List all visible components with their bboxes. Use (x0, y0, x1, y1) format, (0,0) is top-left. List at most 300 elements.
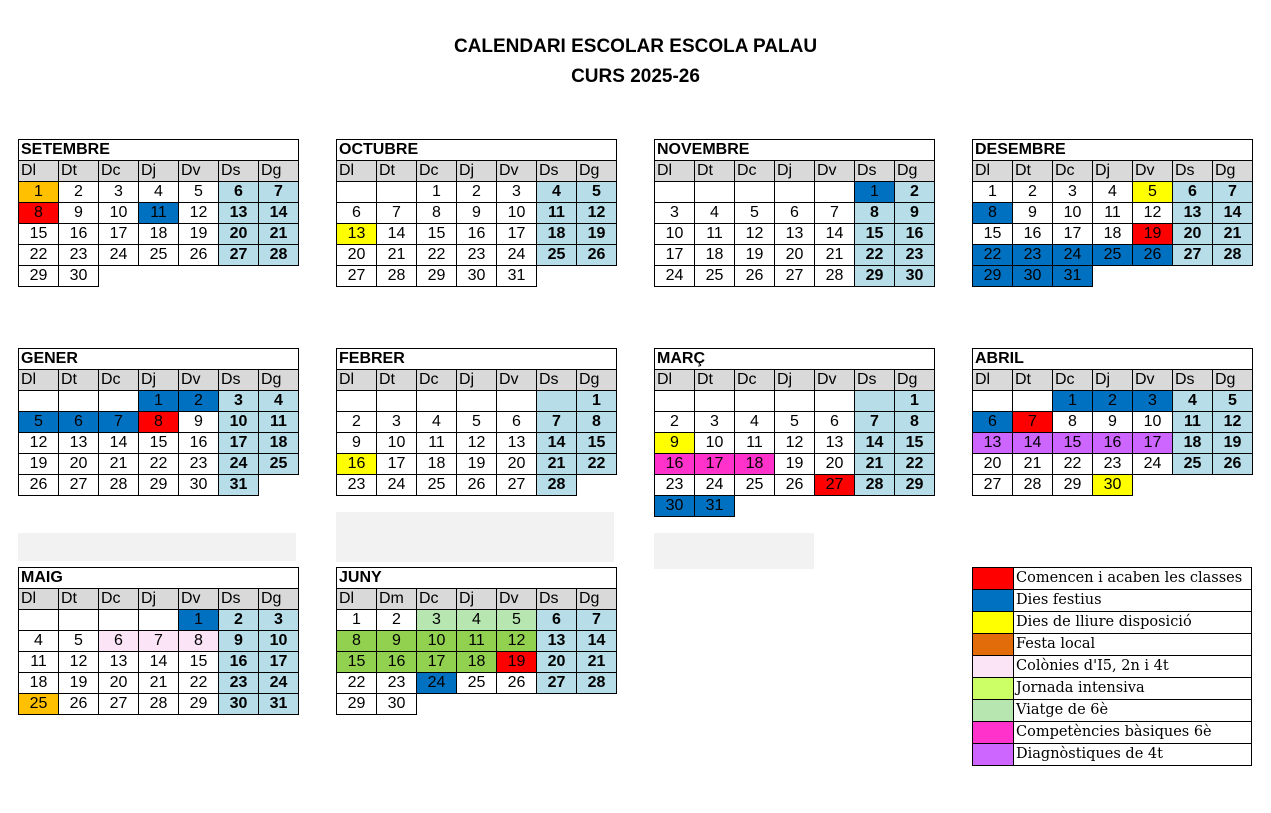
day-cell: 2 (179, 391, 219, 412)
empty-cell (1133, 266, 1173, 287)
day-cell: 12 (457, 433, 497, 454)
empty-cell (895, 496, 935, 517)
weekday-header: Dt (59, 161, 99, 182)
day-cell: 13 (219, 203, 259, 224)
day-cell: 23 (59, 245, 99, 266)
month-name: DESEMBRE (973, 140, 1253, 161)
weekday-header: Dg (577, 589, 617, 610)
day-cell: 6 (775, 203, 815, 224)
day-cell: 10 (99, 203, 139, 224)
day-cell: 25 (1093, 245, 1133, 266)
day-cell: 4 (695, 203, 735, 224)
empty-cell (1173, 266, 1213, 287)
weekday-header: Dc (99, 370, 139, 391)
day-cell: 10 (219, 412, 259, 433)
day-cell: 11 (259, 412, 299, 433)
month-juny (336, 567, 617, 715)
day-cell: 6 (99, 631, 139, 652)
weekday-header: Dc (417, 161, 457, 182)
weekday-header: Dv (179, 589, 219, 610)
day-cell: 14 (815, 224, 855, 245)
day-cell: 20 (219, 224, 259, 245)
day-cell: 14 (577, 631, 617, 652)
empty-cell (577, 475, 617, 496)
month-name: OCTUBRE (337, 140, 617, 161)
blank-day-cell (973, 391, 1013, 412)
day-cell: 11 (417, 433, 457, 454)
day-cell: 21 (1013, 454, 1053, 475)
day-cell: 23 (1013, 245, 1053, 266)
day-cell: 24 (219, 454, 259, 475)
day-cell: 25 (417, 475, 457, 496)
weekday-header: Dt (59, 370, 99, 391)
day-cell: 28 (1213, 245, 1253, 266)
day-cell: 5 (19, 412, 59, 433)
day-cell: 10 (1053, 203, 1093, 224)
day-cell: 18 (259, 433, 299, 454)
day-cell: 17 (497, 224, 537, 245)
day-cell: 9 (179, 412, 219, 433)
weekday-header: Ds (1173, 161, 1213, 182)
day-cell: 24 (417, 673, 457, 694)
day-cell: 4 (1093, 182, 1133, 203)
weekday-header: Dg (259, 370, 299, 391)
weekday-header: Dc (99, 161, 139, 182)
empty-cell (1213, 266, 1253, 287)
day-cell: 23 (1093, 454, 1133, 475)
day-cell: 28 (1013, 475, 1053, 496)
day-cell: 20 (497, 454, 537, 475)
day-cell: 10 (1133, 412, 1173, 433)
empty-cell (99, 266, 139, 287)
day-cell: 5 (577, 182, 617, 203)
legend-item (973, 700, 1252, 722)
blank-day-cell (337, 391, 377, 412)
day-cell: 2 (457, 182, 497, 203)
day-cell: 24 (259, 673, 299, 694)
weekday-header: Dl (19, 589, 59, 610)
day-cell: 19 (19, 454, 59, 475)
blank-day-cell (99, 391, 139, 412)
day-cell: 12 (1213, 412, 1253, 433)
empty-cell (775, 496, 815, 517)
day-cell: 27 (219, 245, 259, 266)
day-cell: 5 (179, 182, 219, 203)
day-cell: 25 (537, 245, 577, 266)
day-cell: 19 (457, 454, 497, 475)
day-cell: 18 (1173, 433, 1213, 454)
day-cell: 1 (973, 182, 1013, 203)
legend-item (973, 656, 1252, 678)
day-cell: 3 (1053, 182, 1093, 203)
day-cell: 27 (775, 266, 815, 287)
day-cell: 15 (179, 652, 219, 673)
day-cell: 15 (895, 433, 935, 454)
day-cell: 31 (497, 266, 537, 287)
day-cell: 10 (655, 224, 695, 245)
day-cell: 30 (1093, 475, 1133, 496)
day-cell: 2 (59, 182, 99, 203)
day-cell: 16 (337, 454, 377, 475)
day-cell: 8 (139, 412, 179, 433)
day-cell: 21 (139, 673, 179, 694)
day-cell: 17 (219, 433, 259, 454)
legend-label: Dies de lliure disposició (1014, 612, 1252, 634)
blank-day-cell (19, 391, 59, 412)
weekday-header: Dt (377, 161, 417, 182)
day-cell: 13 (337, 224, 377, 245)
day-cell: 8 (19, 203, 59, 224)
day-cell: 8 (337, 631, 377, 652)
legend-swatch (973, 612, 1014, 634)
weekday-header: Dv (179, 370, 219, 391)
day-cell: 6 (59, 412, 99, 433)
weekday-header: Dj (139, 589, 179, 610)
day-cell: 20 (775, 245, 815, 266)
day-cell: 10 (417, 631, 457, 652)
day-cell: 23 (377, 673, 417, 694)
weekday-header: Dl (973, 370, 1013, 391)
day-cell: 3 (1133, 391, 1173, 412)
day-cell: 6 (219, 182, 259, 203)
day-cell: 2 (377, 610, 417, 631)
day-cell: 2 (337, 412, 377, 433)
day-cell: 20 (815, 454, 855, 475)
day-cell: 11 (695, 224, 735, 245)
day-cell: 8 (973, 203, 1013, 224)
day-cell: 28 (99, 475, 139, 496)
day-cell: 9 (895, 203, 935, 224)
month-novembre (654, 139, 935, 287)
day-cell: 31 (695, 496, 735, 517)
day-cell: 19 (1133, 224, 1173, 245)
weekday-header: Dc (1053, 161, 1093, 182)
empty-cell (577, 266, 617, 287)
day-cell: 8 (577, 412, 617, 433)
day-cell: 12 (775, 433, 815, 454)
day-cell: 8 (855, 203, 895, 224)
day-cell: 30 (219, 694, 259, 715)
day-cell: 19 (1213, 433, 1253, 454)
day-cell: 3 (99, 182, 139, 203)
day-cell: 14 (377, 224, 417, 245)
day-cell: 14 (1013, 433, 1053, 454)
day-cell: 7 (815, 203, 855, 224)
weekday-header: Dv (497, 370, 537, 391)
weekday-header: Dv (815, 370, 855, 391)
empty-cell (457, 694, 497, 715)
day-cell: 14 (1213, 203, 1253, 224)
weekday-header: Ds (855, 370, 895, 391)
day-cell: 2 (895, 182, 935, 203)
day-cell: 24 (655, 266, 695, 287)
blank-day-cell (377, 391, 417, 412)
day-cell: 16 (457, 224, 497, 245)
day-cell: 9 (457, 203, 497, 224)
weekday-header: Dg (577, 370, 617, 391)
month-name: MARÇ (655, 349, 935, 370)
day-cell: 9 (59, 203, 99, 224)
day-cell: 12 (59, 652, 99, 673)
day-cell: 30 (179, 475, 219, 496)
day-cell: 11 (457, 631, 497, 652)
legend-item (973, 678, 1252, 700)
day-cell: 1 (19, 182, 59, 203)
day-cell: 19 (735, 245, 775, 266)
legend-swatch (973, 656, 1014, 678)
day-cell: 24 (1053, 245, 1093, 266)
weekday-header: Dv (815, 161, 855, 182)
day-cell: 30 (1013, 266, 1053, 287)
day-cell: 8 (179, 631, 219, 652)
weekday-header: Dg (895, 161, 935, 182)
day-cell: 6 (497, 412, 537, 433)
day-cell: 9 (377, 631, 417, 652)
weekday-header: Dg (259, 589, 299, 610)
day-cell: 15 (337, 652, 377, 673)
day-cell: 18 (457, 652, 497, 673)
blank-day-cell (1013, 391, 1053, 412)
day-cell: 17 (99, 224, 139, 245)
weekday-header: Dj (457, 370, 497, 391)
day-cell: 28 (855, 475, 895, 496)
day-cell: 7 (377, 203, 417, 224)
month-name: GENER (19, 349, 299, 370)
empty-cell (1133, 475, 1173, 496)
legend-swatch (973, 568, 1014, 590)
month-maig (18, 567, 299, 715)
weekday-header: Dt (59, 589, 99, 610)
day-cell: 21 (577, 652, 617, 673)
blank-day-cell (815, 182, 855, 203)
day-cell: 9 (337, 433, 377, 454)
day-cell: 17 (417, 652, 457, 673)
day-cell: 1 (139, 391, 179, 412)
day-cell: 24 (377, 475, 417, 496)
day-cell: 26 (497, 673, 537, 694)
day-cell: 21 (377, 245, 417, 266)
empty-cell (259, 475, 299, 496)
weekday-header: Dt (377, 370, 417, 391)
day-cell: 11 (1093, 203, 1133, 224)
blank-day-cell (695, 182, 735, 203)
blank-day-cell (457, 391, 497, 412)
day-cell: 11 (735, 433, 775, 454)
day-cell: 30 (457, 266, 497, 287)
day-cell: 23 (895, 245, 935, 266)
day-cell: 28 (139, 694, 179, 715)
day-cell: 14 (259, 203, 299, 224)
empty-cell (1093, 266, 1133, 287)
day-cell: 14 (855, 433, 895, 454)
day-cell: 17 (1053, 224, 1093, 245)
weekday-header: Ds (537, 161, 577, 182)
day-cell: 28 (577, 673, 617, 694)
day-cell: 20 (59, 454, 99, 475)
day-cell: 31 (259, 694, 299, 715)
legend-label: Viatge de 6è (1014, 700, 1252, 722)
weekday-header: Dj (139, 161, 179, 182)
weekday-header: Dt (1013, 370, 1053, 391)
day-cell: 1 (337, 610, 377, 631)
legend-swatch (973, 700, 1014, 722)
day-cell: 6 (1173, 182, 1213, 203)
day-cell: 17 (377, 454, 417, 475)
weekday-header: Ds (855, 161, 895, 182)
day-cell: 17 (655, 245, 695, 266)
day-cell: 4 (1173, 391, 1213, 412)
day-cell: 25 (139, 245, 179, 266)
blank-day-cell (19, 610, 59, 631)
school-year: CURS 2025-26 (571, 66, 700, 87)
weekday-header: Dg (1213, 370, 1253, 391)
day-cell: 28 (259, 245, 299, 266)
day-cell: 27 (337, 266, 377, 287)
weekday-header: Dv (497, 161, 537, 182)
day-cell: 5 (1213, 391, 1253, 412)
weekday-header: Dc (735, 161, 775, 182)
day-cell: 27 (1173, 245, 1213, 266)
weekday-header: Dl (337, 589, 377, 610)
day-cell: 18 (19, 673, 59, 694)
legend-swatch (973, 634, 1014, 656)
legend-item (973, 722, 1252, 744)
day-cell: 11 (19, 652, 59, 673)
day-cell: 9 (1013, 203, 1053, 224)
day-cell: 27 (99, 694, 139, 715)
day-cell: 13 (775, 224, 815, 245)
day-cell: 21 (855, 454, 895, 475)
legend-item (973, 634, 1252, 656)
day-cell: 12 (19, 433, 59, 454)
day-cell: 26 (1133, 245, 1173, 266)
day-cell: 21 (99, 454, 139, 475)
day-cell: 13 (815, 433, 855, 454)
day-cell: 19 (577, 224, 617, 245)
day-cell: 14 (537, 433, 577, 454)
weekday-header: Dv (1133, 370, 1173, 391)
day-cell: 26 (59, 694, 99, 715)
faint-area (18, 533, 296, 561)
day-cell: 9 (655, 433, 695, 454)
day-cell: 3 (655, 203, 695, 224)
blank-day-cell (377, 182, 417, 203)
day-cell: 16 (179, 433, 219, 454)
empty-cell (537, 266, 577, 287)
day-cell: 26 (19, 475, 59, 496)
day-cell: 18 (1093, 224, 1133, 245)
day-cell: 20 (973, 454, 1013, 475)
day-cell: 13 (99, 652, 139, 673)
day-cell: 1 (855, 182, 895, 203)
day-cell: 20 (1173, 224, 1213, 245)
month-name: JUNY (337, 568, 617, 589)
day-cell: 16 (377, 652, 417, 673)
weekday-header: Dl (337, 370, 377, 391)
month-setembre (18, 139, 299, 287)
day-cell: 22 (417, 245, 457, 266)
day-cell: 31 (219, 475, 259, 496)
day-cell: 28 (377, 266, 417, 287)
day-cell: 12 (735, 224, 775, 245)
weekday-header: Dg (259, 161, 299, 182)
month-gener (18, 348, 299, 496)
day-cell: 29 (417, 266, 457, 287)
day-cell: 14 (99, 433, 139, 454)
day-cell: 16 (219, 652, 259, 673)
day-cell: 1 (179, 610, 219, 631)
day-cell: 7 (577, 610, 617, 631)
day-cell: 22 (139, 454, 179, 475)
weekday-header: Dj (1093, 370, 1133, 391)
day-cell: 30 (895, 266, 935, 287)
weekday-header: Dm (377, 589, 417, 610)
day-cell: 20 (537, 652, 577, 673)
blank-day-cell (417, 391, 457, 412)
day-cell: 25 (259, 454, 299, 475)
blank-day-cell (775, 182, 815, 203)
day-cell: 10 (497, 203, 537, 224)
weekday-header: Dl (655, 370, 695, 391)
weekday-header: Dl (655, 161, 695, 182)
day-cell: 13 (497, 433, 537, 454)
month-name: NOVEMBRE (655, 140, 935, 161)
page-title: CALENDARI ESCOLAR ESCOLA PALAU (453, 36, 818, 57)
empty-cell (497, 694, 537, 715)
day-cell: 4 (537, 182, 577, 203)
day-cell: 18 (537, 224, 577, 245)
day-cell: 2 (1013, 182, 1053, 203)
day-cell: 1 (417, 182, 457, 203)
day-cell: 15 (577, 433, 617, 454)
weekday-header: Dg (895, 370, 935, 391)
weekday-header: Dg (1213, 161, 1253, 182)
day-cell: 9 (1093, 412, 1133, 433)
day-cell: 5 (1133, 182, 1173, 203)
day-cell: 12 (179, 203, 219, 224)
blank-day-cell (537, 391, 577, 412)
day-cell: 3 (695, 412, 735, 433)
day-cell: 6 (537, 610, 577, 631)
day-cell: 4 (735, 412, 775, 433)
weekday-header: Dc (417, 370, 457, 391)
day-cell: 15 (19, 224, 59, 245)
day-cell: 5 (457, 412, 497, 433)
day-cell: 8 (1053, 412, 1093, 433)
day-cell: 12 (1133, 203, 1173, 224)
blank-day-cell (735, 391, 775, 412)
day-cell: 18 (695, 245, 735, 266)
day-cell: 26 (1213, 454, 1253, 475)
weekday-header: Dt (1013, 161, 1053, 182)
day-cell: 12 (497, 631, 537, 652)
day-cell: 22 (19, 245, 59, 266)
day-cell: 1 (1053, 391, 1093, 412)
blank-day-cell (695, 391, 735, 412)
day-cell: 23 (219, 673, 259, 694)
legend-label: Dies festius (1014, 590, 1252, 612)
legend-label: Festa local (1014, 634, 1252, 656)
day-cell: 16 (1093, 433, 1133, 454)
day-cell: 15 (1053, 433, 1093, 454)
weekday-header: Dg (577, 161, 617, 182)
weekday-header: Dj (775, 161, 815, 182)
day-cell: 3 (259, 610, 299, 631)
day-cell: 5 (735, 203, 775, 224)
legend-swatch (973, 722, 1014, 744)
day-cell: 27 (537, 673, 577, 694)
day-cell: 7 (139, 631, 179, 652)
